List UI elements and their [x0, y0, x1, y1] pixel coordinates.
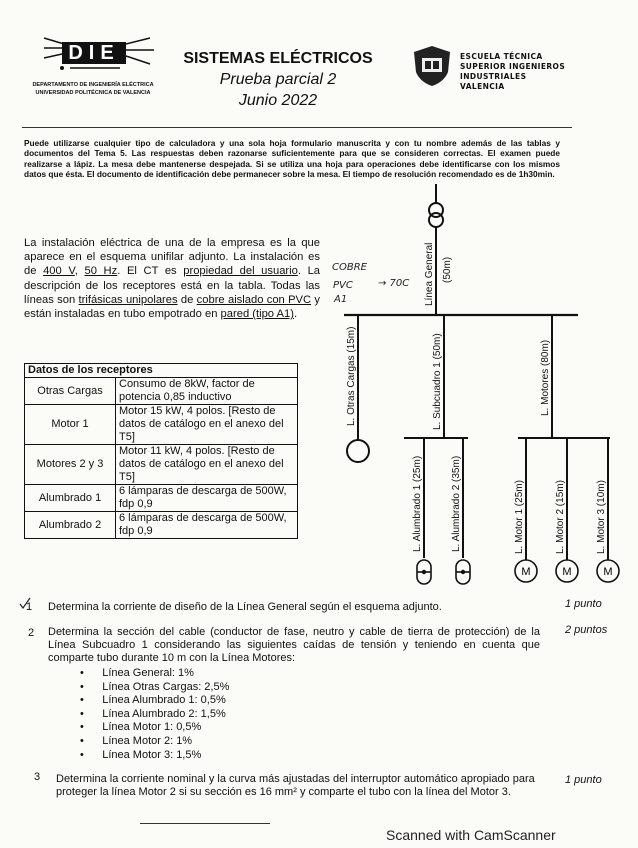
list-item: • Línea Alumbrado 2: 1,5% — [80, 707, 226, 720]
scanner-watermark: Scanned with CamScanner — [386, 827, 556, 843]
transformer-coil-bottom — [429, 213, 443, 227]
motor-2-symbol: M — [562, 566, 572, 578]
list-item-text: Línea Otras Cargas: 2,5% — [102, 680, 230, 693]
question-3-points: 1 punto — [565, 774, 602, 786]
list-item: • Línea Otras Cargas: 2,5% — [80, 680, 230, 693]
exam-date: Junio 2022 — [238, 92, 318, 109]
list-item-text: Línea Alumbrado 1: 0,5% — [102, 694, 226, 707]
label-lighting-1: L. Alumbrado 1 (25m) — [412, 455, 423, 552]
voltage-drop-list — [80, 667, 229, 762]
die-logo-lines-icon — [40, 34, 160, 76]
bottom-rule — [140, 823, 270, 824]
label-subpanel-1: L. Subcuadro 1 (50m) — [432, 333, 443, 430]
table-cell-key: Motores 2 y 3 — [25, 445, 116, 485]
intro-text: . El CT es — [117, 265, 184, 278]
motor-3-symbol: M — [603, 566, 613, 578]
label-motor-2: L. Motor 2 (15m) — [555, 480, 566, 554]
intro-text: de — [177, 293, 197, 306]
question-1-points: 1 punto — [565, 598, 602, 610]
intro-voltage: 400 V — [43, 265, 75, 278]
die-logo-text: DIE — [68, 42, 120, 64]
intro-text: y están instaladas en tubo empotrado en — [24, 293, 320, 321]
list-item: • Línea Motor 3: 1,5% — [80, 748, 202, 761]
handwritten-note-a1: A1 — [334, 294, 348, 305]
table-header-row — [25, 364, 298, 378]
list-item-text: Línea Alumbrado 2: 1,5% — [102, 707, 226, 720]
label-lighting-2: L. Alumbrado 2 (35m) — [451, 455, 462, 552]
exam-subtitle: Prueba parcial 2 — [219, 71, 337, 88]
intro-text: La instalación eléctrica de una de la empresa es la que aparece en el esquema unifilar adjunto. La instalación es de — [24, 237, 320, 278]
label-other-loads: L. Otras Cargas (15m) — [346, 326, 357, 426]
list-item-text: Línea Motor 3: 1,5% — [102, 748, 202, 761]
department-name — [28, 81, 158, 97]
intro-frequency: 50 Hz — [84, 265, 118, 278]
university-line: UNIVERSIDAD POLITÉCNICA DE VALENCIA — [35, 90, 151, 96]
table-header: Datos de los receptores — [25, 364, 298, 378]
school-crest-icon — [410, 44, 454, 88]
motor-1-icon — [515, 560, 537, 582]
table-cell-value: Consumo de 8kW, factor de potencia 0,85 inductivo — [116, 378, 298, 405]
list-item-text: Línea Motor 2: 1% — [102, 734, 193, 747]
other-loads-symbol — [347, 440, 369, 462]
problem-statement — [24, 236, 320, 321]
question-1-number: 1 — [26, 601, 33, 613]
header-divider — [22, 127, 572, 128]
department-line: DEPARTAMENTO DE INGENIERÍA ELÉCTRICA — [32, 82, 154, 88]
motor-3-icon — [597, 560, 619, 582]
question-2-number: 2 — [28, 627, 35, 639]
table-cell-key: Otras Cargas — [25, 378, 116, 405]
table-cell-value: Motor 11 kW, 4 polos. [Resto de datos de catálogo en el anexo del T5] — [116, 445, 298, 485]
instructions: Puede utilizarse cualquier tipo de calculadora y una sola hoja formulario manuscrita y con tu nombre además de las tablas y documentos del Tema 5. Las respuestas deben razonarse suficientemente para que se consideren correctas. El examen puede realizarse a lápiz. La mesa debe mantenerse despejada. Si se utiliza una hoja para operaciones debe identificarse con los mismos datos que ésta. El documento de identificación debe permanecer sobre la mesa. El tiempo de resolución recomendado es de 1h30min. — [24, 138, 560, 180]
table-cell-key: Alumbrado 2 — [25, 512, 116, 539]
table-row — [25, 445, 298, 485]
table-row — [25, 485, 298, 512]
table-cell-value: 6 lámparas de descarga de 500W, fdp 0,9 — [116, 512, 298, 539]
list-item: • Línea Motor 2: 1% — [80, 734, 193, 747]
single-line-diagram — [320, 180, 620, 590]
list-item-text: Línea General: 1% — [102, 667, 194, 679]
intro-line-type: trifásicas unipolares — [78, 293, 178, 306]
label-general-line: Línea General — [424, 242, 435, 306]
intro-conductor: cobre aislado con PVC — [196, 293, 312, 306]
table-cell-key: Alumbrado 1 — [25, 485, 116, 512]
list-item: • Línea General: 1% — [80, 667, 194, 679]
list-item: • Línea Alumbrado 1: 0,5% — [80, 694, 226, 707]
intro-sep: , — [74, 265, 85, 278]
lamp-1-icon — [417, 560, 431, 584]
intro-ownership: propiedad del usuario — [183, 265, 298, 278]
handwritten-note-pvc: PVC — [333, 280, 353, 291]
receptor-data-table — [24, 363, 298, 539]
question-2-text: Determina la sección del cable (conductor de fase, neutro y cable de tierra de protección) de la Línea Subcuadro 1 considerando las siguientes caídas de tensión y teniendo en cuenta que comparte tubo durante 10 m con la Línea Motores: — [48, 626, 540, 664]
table-cell-value: Motor 15 kW, 4 polos. [Resto de datos de catálogo en el anexo del T5] — [116, 405, 298, 445]
question-2-points: 2 puntos — [565, 624, 608, 636]
list-item-text: Línea Motor 1: 0,5% — [102, 721, 202, 734]
handwritten-note-copper: COBRE — [332, 262, 367, 273]
school-line-3: INDUSTRIALES VALENCIA — [460, 72, 527, 91]
question-3-number: 3 — [34, 771, 41, 783]
question-3-text: Determina la corriente nominal y la curva más ajustadas del interruptor automático apropiado para proteger la línea Motor 2 si su sección es 16 mm² y comparte el tubo con la línea del Motor 3. — [56, 773, 535, 798]
intro-text: . — [293, 308, 298, 321]
label-motors-line: L. Motores (80m) — [540, 339, 551, 416]
question-1-text: Determina la corriente de diseño de la Línea General según el esquema adjunto. — [48, 601, 442, 613]
page-title: SISTEMAS ELÉCTRICOS — [183, 50, 373, 67]
table-row — [25, 378, 298, 405]
label-motor-3: L. Motor 3 (10m) — [596, 480, 607, 554]
school-line-2: SUPERIOR INGENIEROS — [460, 62, 566, 71]
table-cell-value: 6 lámparas de descarga de 500W, fdp 0,9 — [116, 485, 298, 512]
label-motor-1: L. Motor 1 (25m) — [514, 480, 525, 554]
handwritten-note-temp: → 70C — [378, 278, 410, 289]
lamp-2-icon — [456, 560, 470, 584]
table-row — [25, 512, 298, 539]
intro-text: . La descripción de los receptores está en la tabla. Todas las líneas son — [24, 265, 321, 306]
list-item: • Línea Motor 1: 0,5% — [80, 721, 202, 734]
motor-2-icon — [556, 560, 578, 582]
table-cell-key: Motor 1 — [25, 405, 116, 445]
label-general-length: (50m) — [442, 256, 453, 283]
school-line-1: ESCUELA TÉCNICA — [460, 52, 543, 61]
school-name — [460, 52, 570, 92]
table-row — [25, 405, 298, 445]
motor-1-symbol: M — [521, 566, 531, 578]
intro-install-method: pared (tipo A1) — [220, 308, 294, 321]
